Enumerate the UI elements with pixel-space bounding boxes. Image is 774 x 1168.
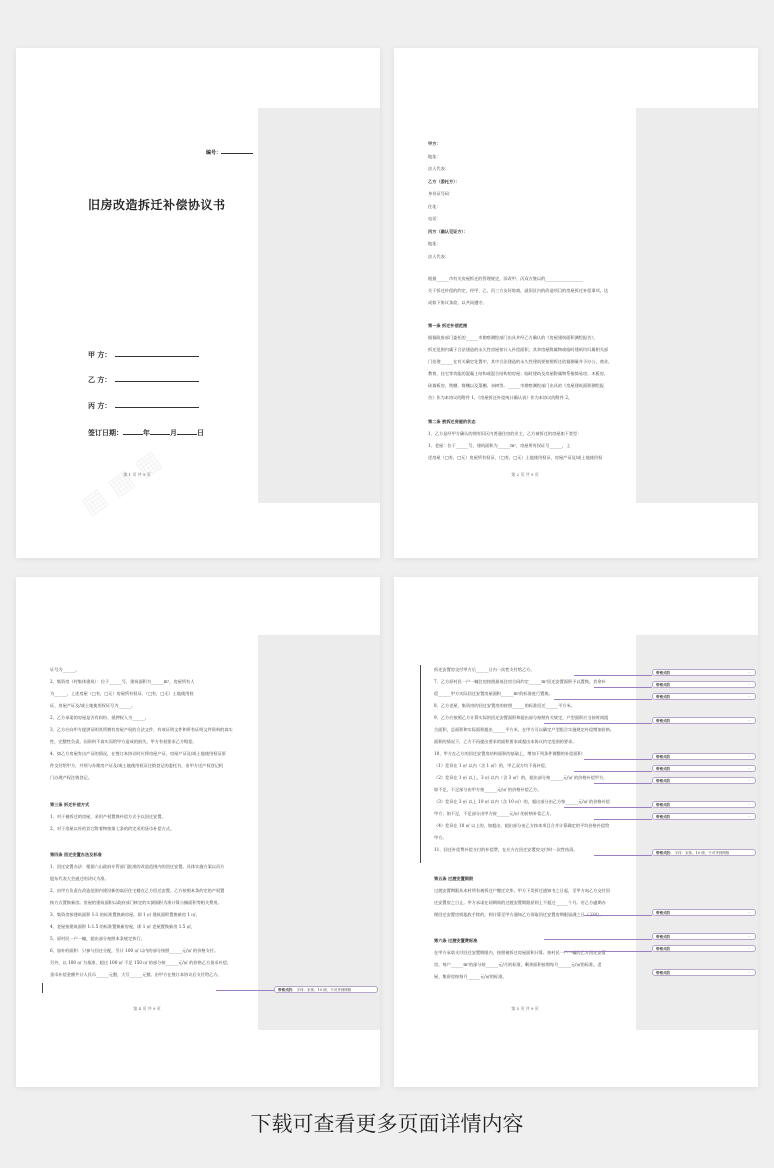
comment-connector [584, 759, 652, 760]
section-3: 第三条 拆迁补偿方式 1、对于被拆迁的房屋，采用产权置换补偿方式予以回迁安置。 2、对于房屋以外的其它附着物按第七条的约定采用货币补偿方式。 [50, 802, 175, 831]
comment-connector [554, 699, 652, 700]
page-number: 第 2 页 共 9 页 [511, 472, 539, 477]
party-info-block: 甲方： 地址： 法人代表： 乙方（委托方）： 身份证号码： 住址： 电话： 丙方（确认见证方）： 地址： 法人代表： [428, 141, 468, 259]
section-2: 第二条 被拆迁房屋的状态 1、乙方是经甲方确认的拥有旧区内普通住房的业主，乙方被拆迁的房屋如下类型： 1、老屋：位于______号，建筑面积为______m²，房屋所有权证号______，上 述房屋（□有，□无）房屋所有权证、（□有，□无）土地使用权证、房屋产证及/或土地使用权 [428, 419, 603, 460]
section-1: 第一条 拆迁补偿范围 根据政府部门委托的______市勘察测绘部门出具并经乙方确认的《房屋建筑面积测绘报告》， 拆迁范围内属于合法建造的永久性房屋按计入补偿面积，其余房屋附属物或临时建筑均归属相关部 门处理______在有关确定处置中，其中合法建造的永久性建筑要按照拆迁依据测量并予办公，商业， 教育，住宅等功能的混凝土结构或混合结构的房屋；临时建筑及房屋附属物系指简易房、木板房、 砖墙板房、铁棚、简棚以及菜棚、杂树等。______市勘察测绘部门出具的《房屋建筑面积测绘报 告》作为本协议的附件 1，《房屋拆迁补偿统计确认表》作为本协议的附件 2。 [428, 323, 613, 400]
comment-connector [564, 807, 652, 808]
comment-connector [574, 675, 652, 676]
page-number: 第 1 页 共 9 页 [123, 472, 151, 477]
page-number: 第 5 页 共 9 页 [511, 1006, 539, 1011]
watermark [76, 445, 167, 521]
comment-connector [544, 723, 652, 724]
document-page-2 [394, 48, 758, 558]
download-caption: 下载可查看更多页面详情内容 [250, 1112, 524, 1136]
format-comment[interactable]: 带格式的： 字体：宋体、10 磅、不对齐到网格 [652, 849, 756, 856]
format-comment[interactable]: 带格式的 ··· [652, 813, 756, 820]
page-margin-strip [258, 108, 380, 503]
format-comment[interactable]: 带格式的 ··· [652, 945, 756, 952]
party-c-field: 丙 方： [88, 401, 199, 411]
page-number: 第 4 页 共 9 页 [133, 1006, 161, 1011]
comment-connector [544, 939, 652, 940]
revision-bar [42, 983, 43, 993]
section-6: 第六条 过渡安置费标准 在甲方承诺支付回迁安置期限内，按照被拆迁房屋面积计算。按村民一户一幢的乙方回迁安置 房，每户______m²的部分按______元/月的标准，剩余面积按照每月______元/㎡的标准。老 屋、集资房按每月______元/㎡的标准。 [434, 938, 606, 979]
comment-connector [594, 783, 652, 784]
section-2-continued: 证号为______。 2、集资房（村集体建筑）：位于______号，建筑面积为______m²，房屋所有人 为______。上述房屋（□有，□无）房屋所有权证、（□有，□无）土地使用权 证、房屋产证及/或土地使用权证号为______。 2、乙方承诺的房屋是否有纠纷、抵押权人为______。 3、乙方应向甲方提供证明其所拥有房屋产权的合法文件，有效证明文件和所有证明文件资料的真实 性，完整性负责。因资料不真实而给甲方造成的损失，甲方有权要求乙方赔偿。 4、如乙方房屋有出产证的情况，在签订本协议时应将房屋产证，房屋产证及/或土地使用权证原 件交付给甲方，并须与办理房产证及/或土地使用权证注销登记的委托书，由甲方送产权登记机 门办理产权注销登记。 [50, 667, 233, 780]
document-page-3 [16, 577, 380, 1087]
comment-connector [594, 819, 652, 820]
comment-connector [584, 915, 652, 916]
document-title: 旧房改造拆迁补偿协议书 [88, 198, 226, 212]
format-comment[interactable]: 带格式的 ··· [652, 765, 756, 772]
format-comment[interactable]: 带格式的 ··· [652, 753, 756, 760]
party-a-field: 甲 方： [88, 350, 199, 360]
comment-connector [594, 855, 652, 856]
comment-connector [574, 771, 652, 772]
format-comment[interactable]: 带格式的 ··· [652, 933, 756, 940]
sign-date-field: 签订日期： 年 月 日 [88, 428, 204, 437]
format-comment[interactable]: 带格式的 ··· [652, 693, 756, 700]
format-comment[interactable]: 带格式的 ··· [652, 717, 756, 724]
format-comment[interactable]: 带格式的 ··· [652, 681, 756, 688]
revision-bar [420, 665, 421, 863]
format-comment[interactable]: 带格式的 ··· [652, 801, 756, 808]
party-b-field: 乙 方： [88, 375, 199, 385]
page-margin-strip [636, 108, 758, 503]
format-comment[interactable]: 带格式的 ··· [652, 909, 756, 916]
format-comment[interactable]: 带格式的 ··· [652, 777, 756, 784]
page-margin-strip [258, 635, 380, 1030]
section-4: 第四条 回迁安置办法及标准 1、回迁安置办法：根据六山政府专管部门批准的改造范围内的回迁安置。具体实施方案以丙方 股东代表大会通过的决议为准。 2、由甲方负责在改造范围内建设新的高层住宅楼在乙方回迁安置。乙方按照本条约定的产权置 换方式置换新房。房屋的建筑面积以政府部门核定的实测面积为准计算公摊面积等相关费用。 3、集资房按建筑面积 1:1 的标准置换新房屋。即 1 ㎡ 建筑面积置换新房 1 ㎡。 4、老屋按建筑面积 1:1.5 的标准置换新房屋，即 1 ㎡ 老屋置换新房 1.5 ㎡， 5、原村民一户一幢，超出部分按照本条规定执行。 6、加补的面积：只参与回迁分配，另计 100 ㎡ 以内的部分按照______元/㎡ 的价格支付。 另外，以 100 ㎡ 为基准，超过 100 ㎡ 不足 150 ㎡ 的部分按______元/㎡ 的价格乙方货币补偿， 货币补偿金额共计人民币______元整，大写______元整。由甲方在签订本协议后支付给乙方。 [50, 852, 232, 977]
format-comment[interactable]: 带格式的： 字体：宋体、10 磅、不对齐到网格 [274, 986, 378, 993]
document-page-4 [394, 577, 758, 1087]
section-4-continued: 拆迁安置房交付甲方后______日内一次性支付给乙方。 7、乙方原村民一户一幢住房按照最低住房合同约定______m²回迁安置面积予以置换，其余补 偿______甲方实际回迁安置房屋面积______m²的标准进行置换。 8、乙方老屋、集资房的回迁安置房的按照______的标准回迁______平方米。 9、乙方应按照乙方计算实际的回迁安置面积和超出部分按照有关规定，户型面积应当按时间组 合面积，总面积和实际面积超出______平方米，在甲方可以确定户型组合实施规定补偿增加价格。 面积的情况下，乙方不再提出要求的面积要求或超出本协议约定范围的要求。 10、甲方在乙方的回迁安置房结构面积的基础上，增加下列条件调整的补偿面积： （1）差异在 1 ㎡ 以内（含 1 ㎡）的，甲乙双方均不再补偿。 （2）差异在 1 ㎡ 以上，3 ㎡ 以内（含 3 ㎡）的，超出部分按______元/㎡ 的价格补偿甲方， 如不足，不足部分由甲方按______元/㎡ 的价格补偿乙方。 （3）差异在 3 ㎡ 以上 10 ㎡ 以内（含 10 ㎡）的，超出部分由乙方按______元/㎡ 的价格补偿 甲方；如不足，不足部分由甲方按______元/㎡ 的价格补偿乙方。 （4）差异在 10 ㎡ 以上的，如超出，超出部分由乙方按本项目合并计算确定的平均价格补偿给 甲方。 11、回迁补偿费补偿支付的补偿费，在应方在回迁安置房交付时一次性结清。 [434, 667, 615, 852]
serial-number: 编号： [206, 149, 253, 156]
intro-paragraph: 根据______市有关房屋拆迁的管理规定，旧改甲、丙双方签以的__________________ 关于拆迁补偿的约定，经甲、乙、丙三方友好协商，就旧区内的改造项目的房屋拆迁补偿事项，达 成如下协议条款，以共同遵守。 [428, 276, 609, 305]
format-comment[interactable]: 带格式的 ··· [652, 669, 756, 676]
comment-connector [564, 951, 652, 952]
comment-connector [594, 687, 652, 688]
comment-connector [216, 990, 274, 991]
section-5: 第五条 过渡安置期限 过渡安置期限从本村所有被拆迁户搬迁完毕，甲方下发拆迁通知书之日起，至甲方向乙方交付回 迁安置房之日止。甲方承诺在同期间的过渡安置期限原则上不超过______个月。若乙方逾期办 理回迁安置房钥匙收手续的，则计算至甲方通知乙方领取回迁安置房期限届满之日（下同）。 [434, 876, 610, 917]
document-page-1 [16, 48, 380, 558]
format-comment[interactable]: 带格式的 ··· [652, 969, 756, 976]
